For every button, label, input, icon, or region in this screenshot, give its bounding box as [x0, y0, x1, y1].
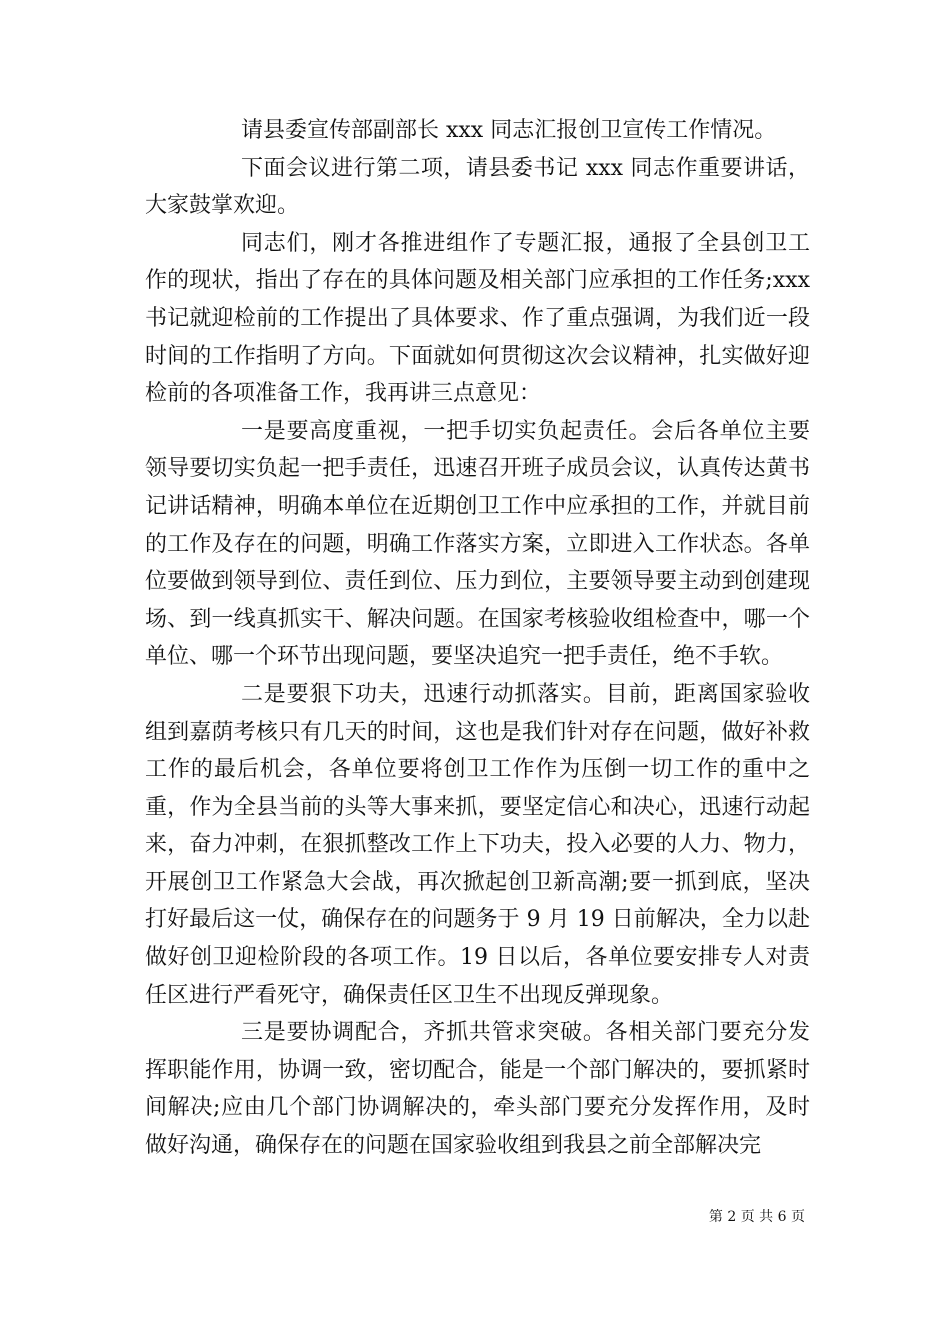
paragraph: 同志们，刚才各推进组作了专题汇报，通报了全县创卫工作的现状，指出了存在的具体问题及相关部门应承担的工作任务;xxx 书记就迎检前的工作提出了具体要求、作了重点强调，为我们近一段时间的工作指明了方向。下面就如何贯彻这次会议精神，扎实做好迎检前的各项准备工作，我再讲三点意见：: [145, 230, 810, 407]
paragraph: 下面会议进行第二项，请县委书记 xxx 同志作重要讲话，大家鼓掌欢迎。: [145, 155, 810, 219]
page-number: 第 2 页 共 6 页: [708, 1209, 805, 1225]
paragraph: 请县委宣传部副部长 xxx 同志汇报创卫宣传工作情况。: [241, 118, 777, 143]
paragraph: 二是要狠下功夫，迅速行动抓落实。目前，距离国家验收组到嘉荫考核只有几天的时间，这也是我们针对存在问题，做好补救工作的最后机会，各单位要将创卫工作作为压倒一切工作的重中之重，作为全县当前的头等大事来抓，要坚定信心和决心，迅速行动起来，奋力冲刺，在狠抓整改工作上下功夫，投入必要的人力、物力，开展创卫工作紧急大会战，再次掀起创卫新高潮;要一抓到底，坚决打好最后这一仗，确保存在的问题务于 9 月 19 日前解决，全力以赴做好创卫迎检阶段的各项工作。19 日以后，各单位要安排专人对责任区进行严看死守，确保责任区卫生不出现反弹现象。: [145, 681, 810, 1008]
paragraph: 一是要高度重视，一把手切实负起责任。会后各单位主要领导要切实负起一把手责任，迅速召开班子成员会议，认真传达黄书记讲话精神，明确本单位在近期创卫工作中应承担的工作，并就目前的工作及存在的问题，明确工作落实方案，立即进入工作状态。各单位要做到领导到位、责任到位、压力到位，主要领导要主动到创建现场、到一线真抓实干、解决问题。在国家考核验收组检查中，哪一个单位、哪一个环节出现问题，要坚决追究一把手责任，绝不手软。: [145, 418, 810, 670]
paragraph: 三是要协调配合，齐抓共管求突破。各相关部门要充分发挥职能作用，协调一致，密切配合，能是一个部门解决的，要抓紧时间解决;应由几个部门协调解决的，牵头部门要充分发挥作用，及时做好沟通，确保存在的问题在国家验收组到我县之前全部解决完: [145, 1020, 810, 1159]
document-body: [145, 112, 810, 1165]
